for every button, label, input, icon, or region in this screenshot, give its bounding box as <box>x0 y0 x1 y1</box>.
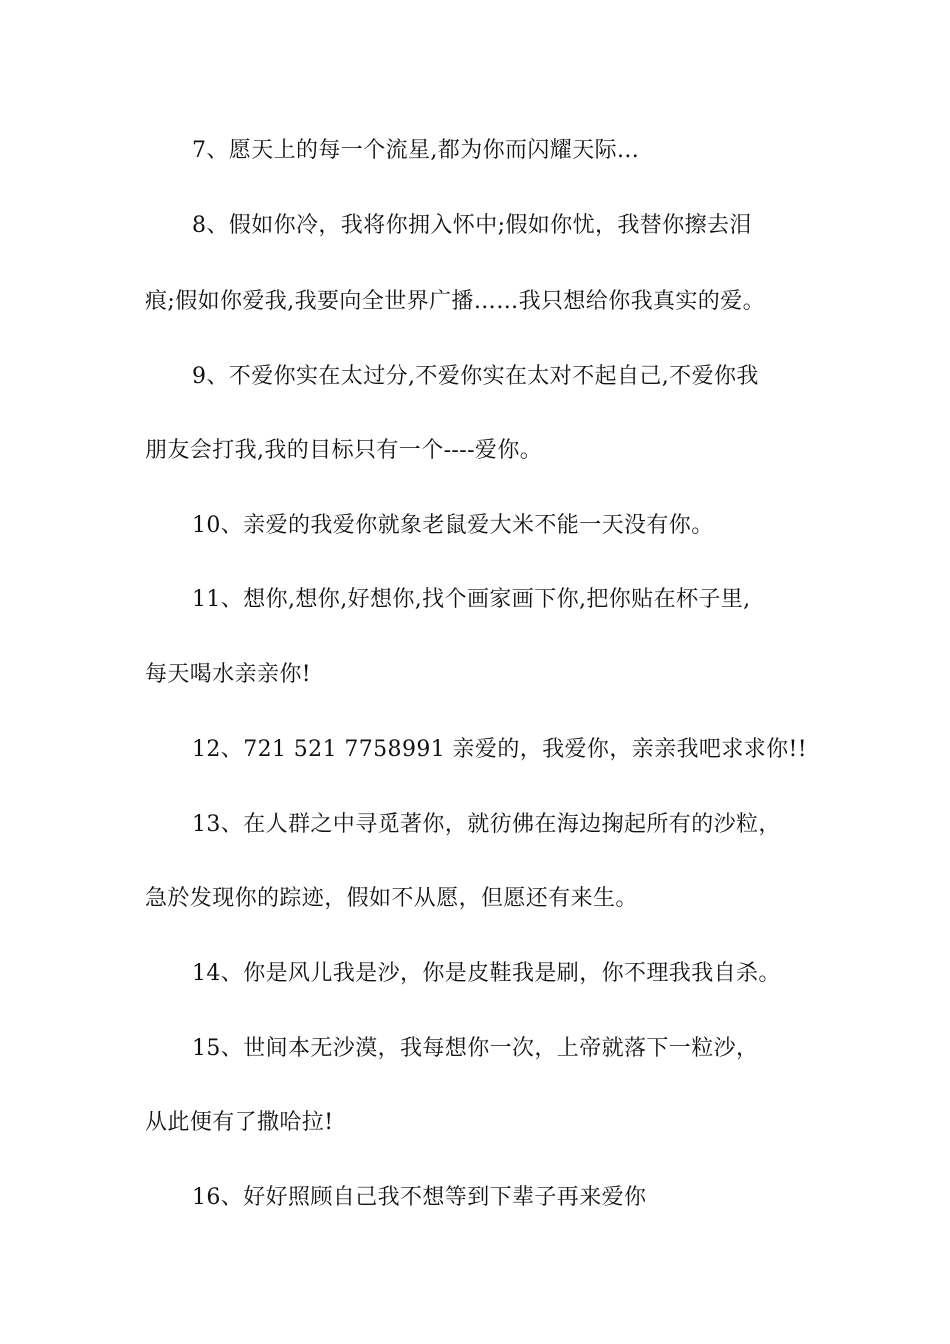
paragraph-15-line-1: 15、世间本无沙漠，我每想你一次，上帝就落下一粒沙， <box>192 1036 759 1061</box>
paragraph-7: 7、愿天上的每一个流星,都为你而闪耀天际... <box>192 138 640 163</box>
paragraph-13-line-1: 13、在人群之中寻觅著你，就彷佛在海边掬起所有的沙粒， <box>192 812 781 837</box>
paragraph-10: 10、亲爱的我爱你就象老鼠爱大米不能一天没有你。 <box>192 513 714 538</box>
paragraph-9-line-1: 9、不爱你实在太过分,不爱你实在太对不起自己,不爱你我 <box>192 364 759 389</box>
paragraph-14: 14、你是风儿我是沙，你是皮鞋我是刷，你不理我我自杀。 <box>192 961 781 986</box>
paragraph-13-line-2: 急於发现你的踪迹，假如不从愿，但愿还有来生。 <box>145 886 638 911</box>
paragraph-9-line-2: 朋友会打我,我的目标只有一个----爱你。 <box>145 438 543 463</box>
paragraph-16: 16、好好照顾自己我不想等到下辈子再来爱你 <box>192 1185 647 1210</box>
paragraph-8-line-1: 8、假如你冷，我将你拥入怀中;假如你忧，我替你擦去泪 <box>192 213 752 238</box>
paragraph-12: 12、721 521 7758991 亲爱的，我爱你，亲亲我吧求求你!! <box>192 737 808 762</box>
paragraph-11-line-2: 每天喝水亲亲你! <box>145 662 312 687</box>
paragraph-15-line-2: 从此便有了撒哈拉! <box>145 1110 334 1135</box>
paragraph-11-line-1: 11、想你,想你,好想你,找个画家画下你,把你贴在杯子里, <box>192 587 751 612</box>
paragraph-8-line-2: 痕;假如你爱我,我要向全世界广播……我只想给你我真实的爱。 <box>145 289 766 314</box>
